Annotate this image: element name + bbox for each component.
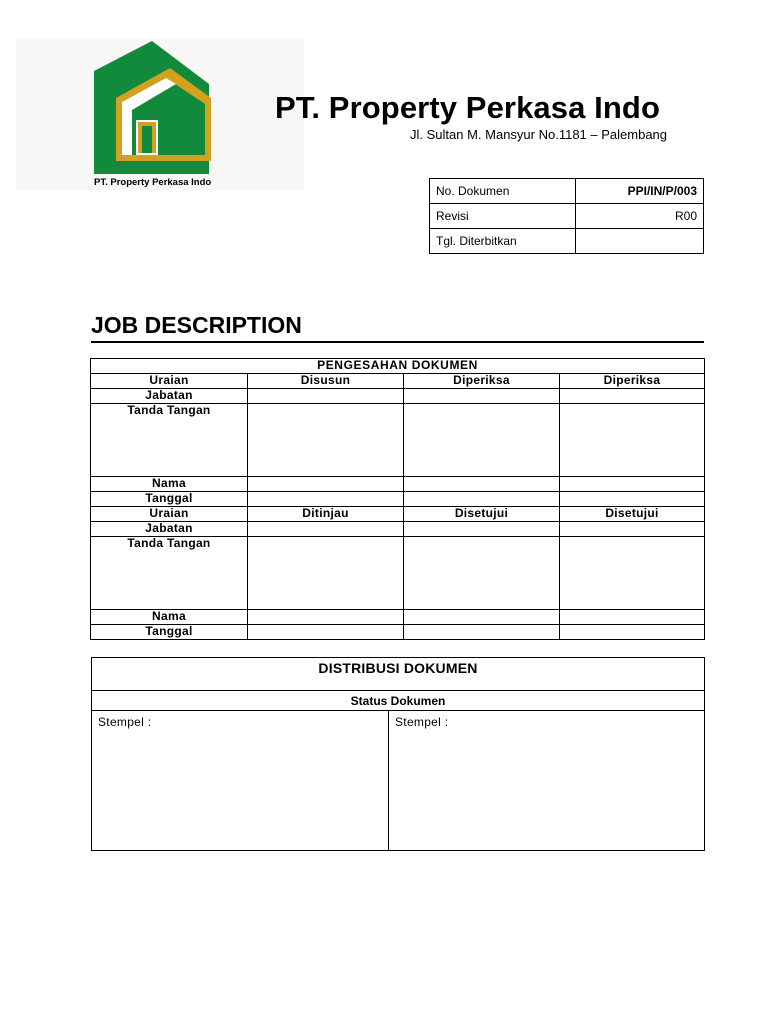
tanggal-cell[interactable] (560, 625, 705, 640)
company-logo (16, 38, 304, 190)
doc-info-row (430, 204, 704, 229)
column-diperiksa: Diperiksa (560, 374, 705, 389)
nama-cell[interactable] (404, 477, 560, 492)
signature-cell[interactable] (248, 404, 404, 477)
table-row (91, 389, 705, 404)
jabatan-cell[interactable] (560, 389, 705, 404)
doc-info-row (430, 229, 704, 254)
tanda-tangan-label: Tanda Tangan (91, 404, 248, 477)
logo-door-inner (142, 126, 152, 153)
distribution-table (91, 657, 705, 851)
nama-cell[interactable] (248, 477, 404, 492)
approval-header: PENGESAHAN DOKUMEN (91, 359, 705, 374)
tanggal-cell[interactable] (248, 625, 404, 640)
doc-info-row (430, 179, 704, 204)
column-diperiksa: Diperiksa (404, 374, 560, 389)
signature-cell[interactable] (560, 537, 705, 610)
stamp-cell-right[interactable]: Stempel : (389, 711, 705, 851)
company-address: Jl. Sultan M. Mansyur No.1181 – Palembang (410, 127, 668, 142)
nama-cell[interactable] (404, 610, 560, 625)
nama-cell[interactable] (248, 610, 404, 625)
table-row (91, 507, 705, 522)
column-disetujui: Disetujui (560, 507, 705, 522)
title-divider (91, 341, 704, 343)
company-name: PT. Property Perkasa Indo (275, 90, 660, 125)
distribution-title: DISTRIBUSI DOKUMEN (92, 658, 705, 691)
table-row (91, 625, 705, 640)
issue-date-label: Tgl. Diterbitkan (430, 229, 576, 254)
signature-cell[interactable] (404, 404, 560, 477)
jabatan-label: Jabatan (91, 522, 248, 537)
tanggal-label: Tanggal (91, 492, 248, 507)
jabatan-cell[interactable] (248, 522, 404, 537)
table-row (92, 691, 705, 711)
table-row (92, 711, 705, 851)
approval-header-row (91, 359, 705, 374)
approval-table (90, 358, 705, 640)
stamp-cell-left[interactable]: Stempel : (92, 711, 389, 851)
tanggal-cell[interactable] (560, 492, 705, 507)
tanggal-label: Tanggal (91, 625, 248, 640)
table-row (91, 492, 705, 507)
house-logo-icon (16, 38, 304, 190)
nama-label: Nama (91, 610, 248, 625)
nama-cell[interactable] (560, 610, 705, 625)
column-ditinjau: Ditinjau (248, 507, 404, 522)
logo-caption: PT. Property Perkasa Indo (94, 177, 212, 188)
table-row (91, 477, 705, 492)
document-status-label: Status Dokumen (92, 691, 705, 711)
jabatan-label: Jabatan (91, 389, 248, 404)
jabatan-cell[interactable] (248, 389, 404, 404)
tanggal-cell[interactable] (248, 492, 404, 507)
revision-value: R00 (576, 204, 704, 229)
page-title: JOB DESCRIPTION (91, 312, 302, 338)
table-row (91, 522, 705, 537)
signature-cell[interactable] (560, 404, 705, 477)
table-row (92, 658, 705, 691)
jabatan-cell[interactable] (404, 389, 560, 404)
jabatan-cell[interactable] (560, 522, 705, 537)
jabatan-cell[interactable] (404, 522, 560, 537)
uraian-label: Uraian (91, 374, 248, 389)
table-row (91, 610, 705, 625)
table-row (91, 374, 705, 389)
nama-cell[interactable] (560, 477, 705, 492)
column-disusun: Disusun (248, 374, 404, 389)
document-info-table (429, 178, 704, 254)
table-row (91, 404, 705, 477)
tanda-tangan-label: Tanda Tangan (91, 537, 248, 610)
doc-number-value: PPI/IN/P/003 (576, 179, 704, 204)
doc-number-label: No. Dokumen (430, 179, 576, 204)
tanggal-cell[interactable] (404, 492, 560, 507)
tanggal-cell[interactable] (404, 625, 560, 640)
nama-label: Nama (91, 477, 248, 492)
signature-cell[interactable] (404, 537, 560, 610)
uraian-label: Uraian (91, 507, 248, 522)
revision-label: Revisi (430, 204, 576, 229)
column-disetujui: Disetujui (404, 507, 560, 522)
table-row (91, 537, 705, 610)
signature-cell[interactable] (248, 537, 404, 610)
issue-date-value (576, 229, 704, 254)
